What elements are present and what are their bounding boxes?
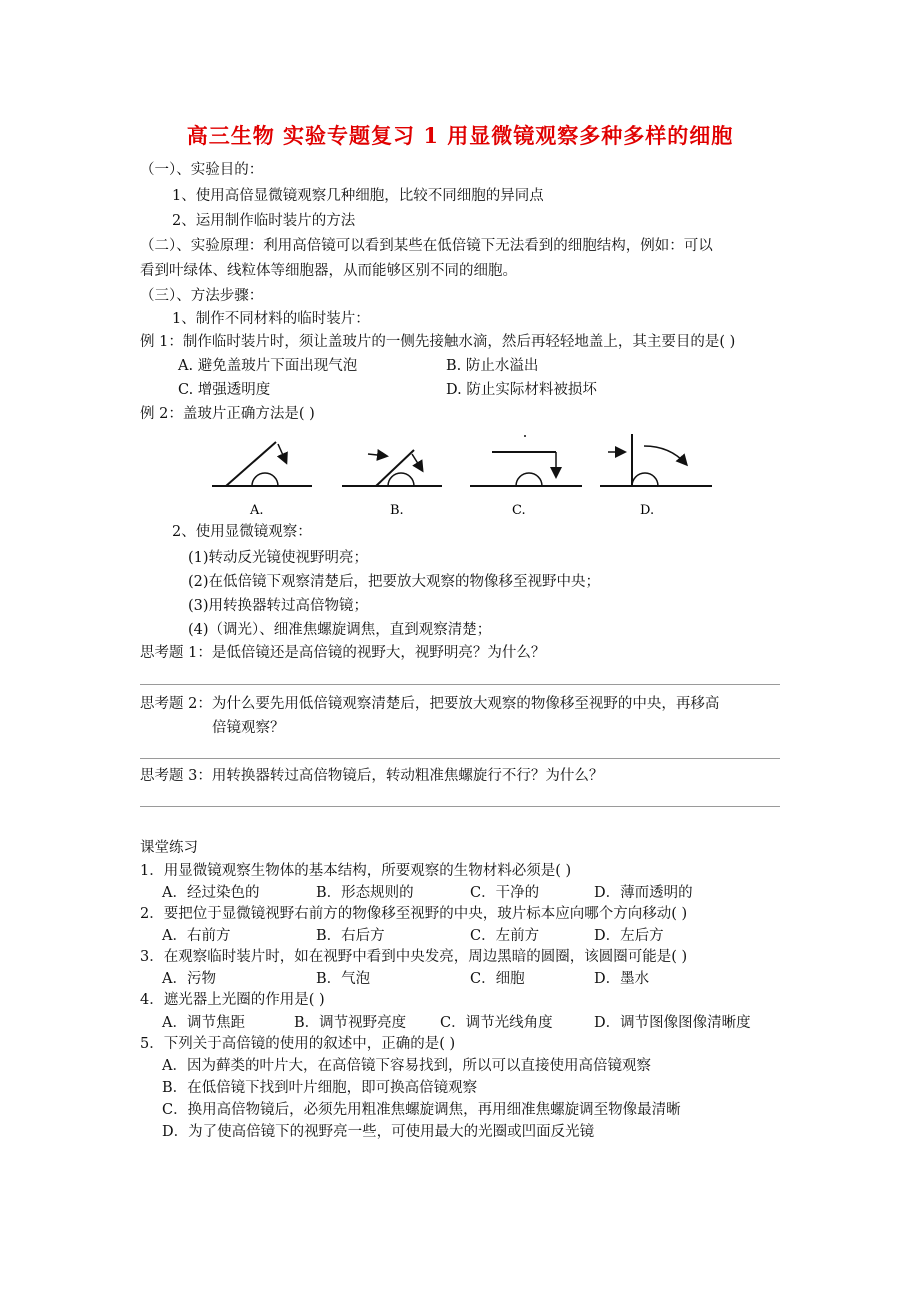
section-1-item: 1、使用高倍显微镜观察几种细胞，比较不同细胞的异同点 <box>172 188 544 204</box>
diagram-c-icon <box>470 436 582 486</box>
practice-option: D．薄而透明的 <box>594 885 693 901</box>
diagram-b-icon <box>342 450 442 486</box>
section-1-heading: （一）、实验目的： <box>140 162 264 178</box>
document-title: 高三生物 实验专题复习 1 用显微镜观察多种多样的细胞 <box>186 123 734 148</box>
procedure-step: (3)用转换器转过高倍物镜； <box>188 598 369 614</box>
think-question-2-cont: 倍镜观察？ <box>212 720 285 736</box>
section-2-line: （二）、实验原理：利用高倍镜可以看到某些在低倍镜下无法看到的细胞结构，例如：可以 <box>140 238 713 254</box>
example-1-question: 例 1：制作临时装片时，须让盖玻片的一侧先接触水滴，然后再轻轻地盖上，其主要目的是( ) <box>140 334 736 350</box>
practice-option: C．干净的 <box>470 885 540 901</box>
answer-line <box>140 806 780 807</box>
practice-option: D．墨水 <box>594 971 650 987</box>
diagram-label: A. <box>250 503 264 518</box>
diagram-label: D. <box>640 503 655 518</box>
diagram-a-icon <box>212 442 312 486</box>
example-1-option: A. 避免盖玻片下面出现气泡 <box>178 358 358 374</box>
think-question-1: 思考题 1：是低倍镜还是高倍镜的视野大，视野明亮？为什么？ <box>140 645 546 661</box>
practice-option: A．调节焦距 <box>162 1015 245 1031</box>
section-3-sub: 1、制作不同材料的临时装片： <box>172 311 370 327</box>
think-question-2: 思考题 2：为什么要先用低倍镜观察清楚后，把要放大观察的物像移至视野的中央，再移高 <box>140 696 720 712</box>
practice-option: D．左后方 <box>594 928 664 944</box>
practice-option: A．右前方 <box>162 928 231 944</box>
practice-option: C．细胞 <box>470 971 525 987</box>
practice-option: C．换用高倍物镜后，必须先用粗准焦螺旋调焦，再用细准焦螺旋调至物像最清晰 <box>162 1102 681 1118</box>
practice-option: B．调节视野亮度 <box>294 1015 407 1031</box>
practice-question: 5．下列关于高倍镜的使用的叙述中，正确的是( ) <box>140 1036 456 1052</box>
practice-option: D．调节图像图像清晰度 <box>594 1015 751 1031</box>
example-1-option: B. 防止水溢出 <box>446 358 539 374</box>
practice-option: B．右后方 <box>316 928 385 944</box>
diagram-label: C. <box>512 503 526 518</box>
example-2-question: 例 2：盖玻片正确方法是( ) <box>140 406 315 422</box>
practice-option: B．在低倍镜下找到叶片细胞，即可换高倍镜观察 <box>162 1080 478 1096</box>
practice-option: A．污物 <box>162 971 216 987</box>
section-2-line: 看到叶绿体、线粒体等细胞器，从而能够区别不同的细胞。 <box>140 263 517 279</box>
practice-question: 3．在观察临时装片时，如在视野中看到中央发亮，周边黑暗的圆圈，该圆圈可能是( ) <box>140 949 688 965</box>
procedure-step: (1)转动反光镜使视野明亮； <box>188 550 369 566</box>
practice-heading: 课堂练习 <box>140 840 198 856</box>
think-question-3: 思考题 3：用转换器转过高倍物镜后，转动粗准焦螺旋行不行？为什么？ <box>140 768 604 784</box>
diagram-label: B. <box>390 503 404 518</box>
practice-question: 1．用显微镜观察生物体的基本结构，所要观察的生物材料必须是( ) <box>140 863 572 879</box>
practice-option: A．因为藓类的叶片大，在高倍镜下容易找到，所以可以直接使用高倍镜观察 <box>162 1058 651 1074</box>
diagram-d-icon <box>600 434 712 486</box>
section-1-item: 2、运用制作临时装片的方法 <box>172 213 356 229</box>
procedure-step: (2)在低倍镜下观察清楚后，把要放大观察的物像移至视野中央； <box>188 574 601 590</box>
practice-option: C．左前方 <box>470 928 540 944</box>
example-1-option: C. 增强透明度 <box>178 382 271 398</box>
procedure-step: (4)（调光）、细准焦螺旋调焦，直到观察清楚； <box>188 622 492 638</box>
practice-option: B．形态规则的 <box>316 885 414 901</box>
answer-line <box>140 684 780 685</box>
coverslip-diagram <box>200 430 720 522</box>
answer-line <box>140 758 780 759</box>
practice-question: 2．要把位于显微镜视野右前方的物像移至视野的中央，玻片标本应向哪个方向移动( ) <box>140 906 688 922</box>
section-3-sub: 2、使用显微镜观察： <box>172 524 312 540</box>
example-1-option: D. 防止实际材料被损坏 <box>446 382 597 398</box>
practice-question: 4．遮光器上光圈的作用是( ) <box>140 992 325 1008</box>
practice-option: C．调节光线角度 <box>440 1015 553 1031</box>
practice-option: B．气泡 <box>316 971 371 987</box>
practice-option: D．为了使高倍镜下的视野亮一些，可使用最大的光圈或凹面反光镜 <box>162 1124 595 1140</box>
section-3-heading: （三）、方法步骤： <box>140 288 264 304</box>
practice-option: A．经过染色的 <box>162 885 260 901</box>
